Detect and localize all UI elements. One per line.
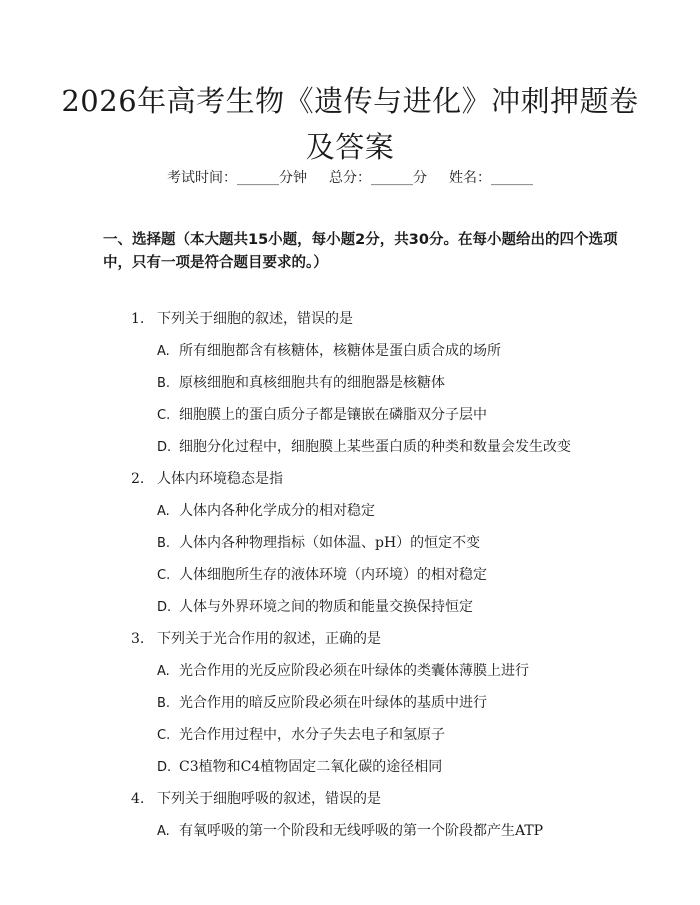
question-1-option-c — [157, 405, 487, 426]
exam-time: 考试时间：______分钟 — [167, 170, 307, 186]
option-label: C. — [157, 408, 171, 423]
option-label: B. — [157, 696, 171, 711]
question-stem: 下列关于细胞的叙述，错误的是 — [157, 311, 353, 327]
option-text: 光合作用的暗反应阶段必须在叶绿体的基质中进行 — [179, 695, 487, 711]
question-4 — [131, 789, 381, 809]
option-label: D. — [157, 600, 172, 615]
exam-student-name: 姓名：______ — [449, 170, 533, 186]
question-number: 1. — [131, 311, 145, 327]
option-label: A. — [157, 344, 170, 359]
question-3-option-a — [157, 661, 529, 682]
question-1-option-b — [157, 373, 445, 394]
question-3-option-d — [157, 757, 442, 778]
exam-meta — [0, 168, 700, 188]
question-1-option-d — [157, 437, 571, 458]
option-text: 人体内各种化学成分的相对稳定 — [179, 503, 375, 519]
option-label: A. — [157, 824, 170, 839]
option-label: A. — [157, 664, 170, 679]
question-3 — [131, 629, 381, 649]
option-text: 光合作用过程中，水分子失去电子和氢原子 — [179, 727, 445, 743]
option-text: 光合作用的光反应阶段必须在叶绿体的类囊体薄膜上进行 — [179, 663, 529, 679]
title-line-2: 及答案 — [305, 130, 395, 164]
option-label: B. — [157, 376, 171, 391]
option-label: D. — [157, 760, 172, 775]
option-label: D. — [157, 440, 172, 455]
question-2-option-c — [157, 565, 487, 586]
option-text: 有氧呼吸的第一个阶段和无线呼吸的第一个阶段都产生ATP — [179, 823, 544, 839]
question-1 — [131, 309, 353, 329]
question-2 — [131, 469, 283, 489]
option-label: B. — [157, 536, 171, 551]
section-heading: 一、选择题（本大题共15小题，每小题2分，共30分。在每小题给出的四个选项中，只有一项是符合题目要求的。） — [103, 232, 618, 271]
question-stem: 人体内环境稳态是指 — [157, 471, 283, 487]
question-stem: 下列关于光合作用的叙述，正确的是 — [157, 631, 381, 647]
option-label: C. — [157, 568, 171, 583]
page-title — [60, 78, 640, 170]
question-4-option-a — [157, 821, 543, 842]
option-text: 细胞膜上的蛋白质分子都是镶嵌在磷脂双分子层中 — [179, 407, 487, 423]
question-3-option-c — [157, 725, 445, 746]
option-label: A. — [157, 504, 170, 519]
option-label: C. — [157, 728, 171, 743]
option-text: 人体与外界环境之间的物质和能量交换保持恒定 — [179, 599, 473, 615]
exam-total-score: 总分：______分 — [329, 170, 427, 186]
option-text: C3植物和C4植物固定二氧化碳的途径相同 — [179, 759, 443, 775]
question-1-option-a — [157, 341, 501, 362]
question-3-option-b — [157, 693, 487, 714]
option-text: 原核细胞和真核细胞共有的细胞器是核糖体 — [179, 375, 445, 391]
question-number: 4. — [131, 791, 145, 807]
option-text: 所有细胞都含有核糖体，核糖体是蛋白质合成的场所 — [179, 343, 501, 359]
question-2-option-a — [157, 501, 375, 522]
option-text: 人体细胞所生存的液体环境（内环境）的相对稳定 — [179, 567, 487, 583]
option-text: 人体内各种物理指标（如体温、pH）的恒定不变 — [179, 535, 481, 551]
question-number: 2. — [131, 471, 145, 487]
question-stem: 下列关于细胞呼吸的叙述，错误的是 — [157, 791, 381, 807]
question-number: 3. — [131, 631, 145, 647]
question-2-option-b — [157, 533, 480, 554]
option-text: 细胞分化过程中，细胞膜上某些蛋白质的种类和数量会发生改变 — [179, 439, 571, 455]
question-2-option-d — [157, 597, 473, 618]
title-line-1: 2026年高考生物《遗传与进化》冲刺押题卷 — [61, 84, 639, 118]
